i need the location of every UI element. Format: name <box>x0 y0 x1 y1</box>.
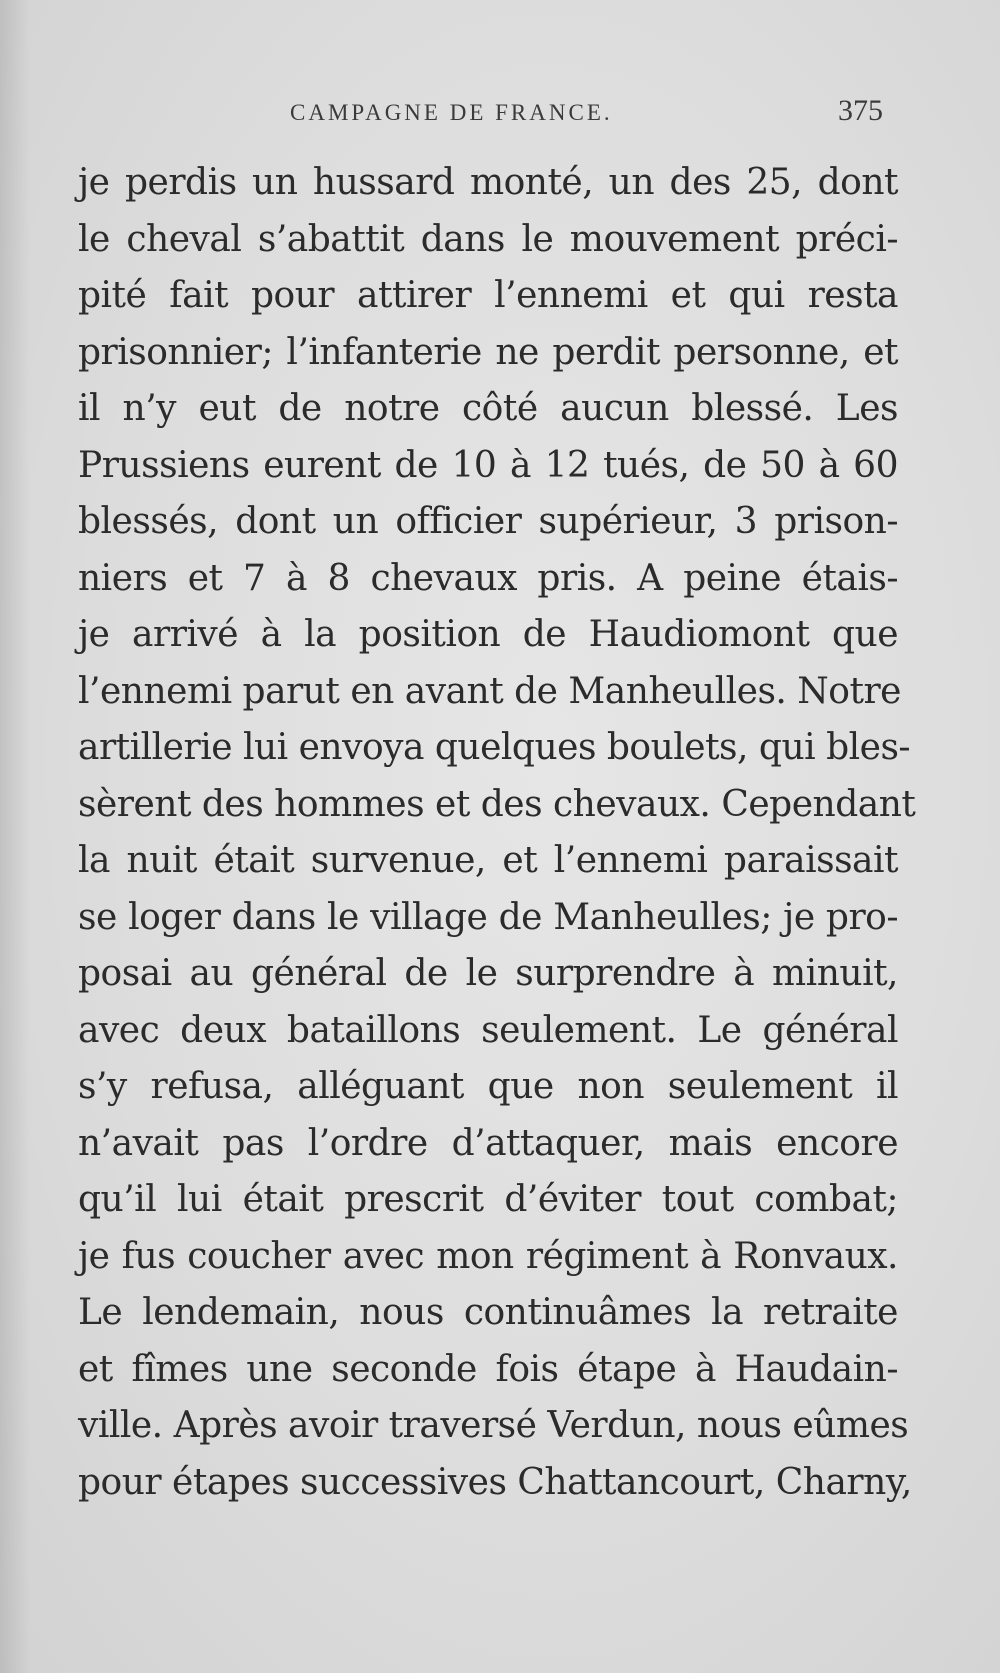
text-line: et fîmes une seconde fois étape à Haudain- <box>78 1348 898 1390</box>
text-line: Prussiens eurent de 10 à 12 tués, de 50 à 60 <box>78 444 898 486</box>
text-line: se loger dans le village de Manheulles; je pro- <box>78 896 898 938</box>
text-line: prisonnier; l’infanterie ne perdit personne, et <box>78 331 898 373</box>
text-line: qu’il lui était prescrit d’éviter tout combat; <box>78 1179 898 1220</box>
text-line: la nuit était survenue, et l’ennemi paraissait <box>78 840 898 881</box>
text-line: n’avait pas l’ordre d’attaquer, mais encore <box>78 1122 898 1164</box>
body-text <box>78 155 916 1511</box>
text-line: artillerie lui envoya quelques boulets, qui bles- <box>78 727 911 768</box>
text-line: je perdis un hussard monté, un des 25, dont <box>78 162 898 203</box>
text-line: l’ennemi parut en avant de Manheulles. Notre <box>78 670 901 712</box>
text-line: posai au général de le surprendre à minuit, <box>78 953 898 994</box>
text-line: avec deux bataillons seulement. Le général <box>78 1009 898 1051</box>
text-line: le cheval s’abattit dans le mouvement préci- <box>78 218 898 260</box>
text-line: blessés, dont un officier supérieur, 3 prison- <box>78 501 898 542</box>
text-line: je arrivé à la position de Haudiomont que <box>78 614 898 655</box>
page-number: 375 <box>838 94 883 127</box>
text-line: je fus coucher avec mon régiment à Ronvaux. <box>78 1235 898 1277</box>
text-line: sèrent des hommes et des chevaux. Cependant <box>78 783 916 825</box>
text-line: il n’y eut de notre côté aucun blessé. Les <box>78 388 898 429</box>
text-line: pité fait pour attirer l’ennemi et qui resta <box>78 275 898 316</box>
running-head: CAMPAGNE DE FRANCE. <box>290 100 613 125</box>
text-line: niers et 7 à 8 chevaux pris. A peine étais- <box>78 557 898 599</box>
text-line: Le lendemain, nous continuâmes la retraite <box>78 1292 898 1333</box>
page-gutter-shadow <box>0 0 30 1673</box>
text-line: s’y refusa, alléguant que non seulement il <box>78 1066 898 1107</box>
text-line: pour étapes successives Chattancourt, Charny, <box>78 1461 912 1503</box>
text-line: ville. Après avoir traversé Verdun, nous eûmes <box>78 1405 909 1446</box>
